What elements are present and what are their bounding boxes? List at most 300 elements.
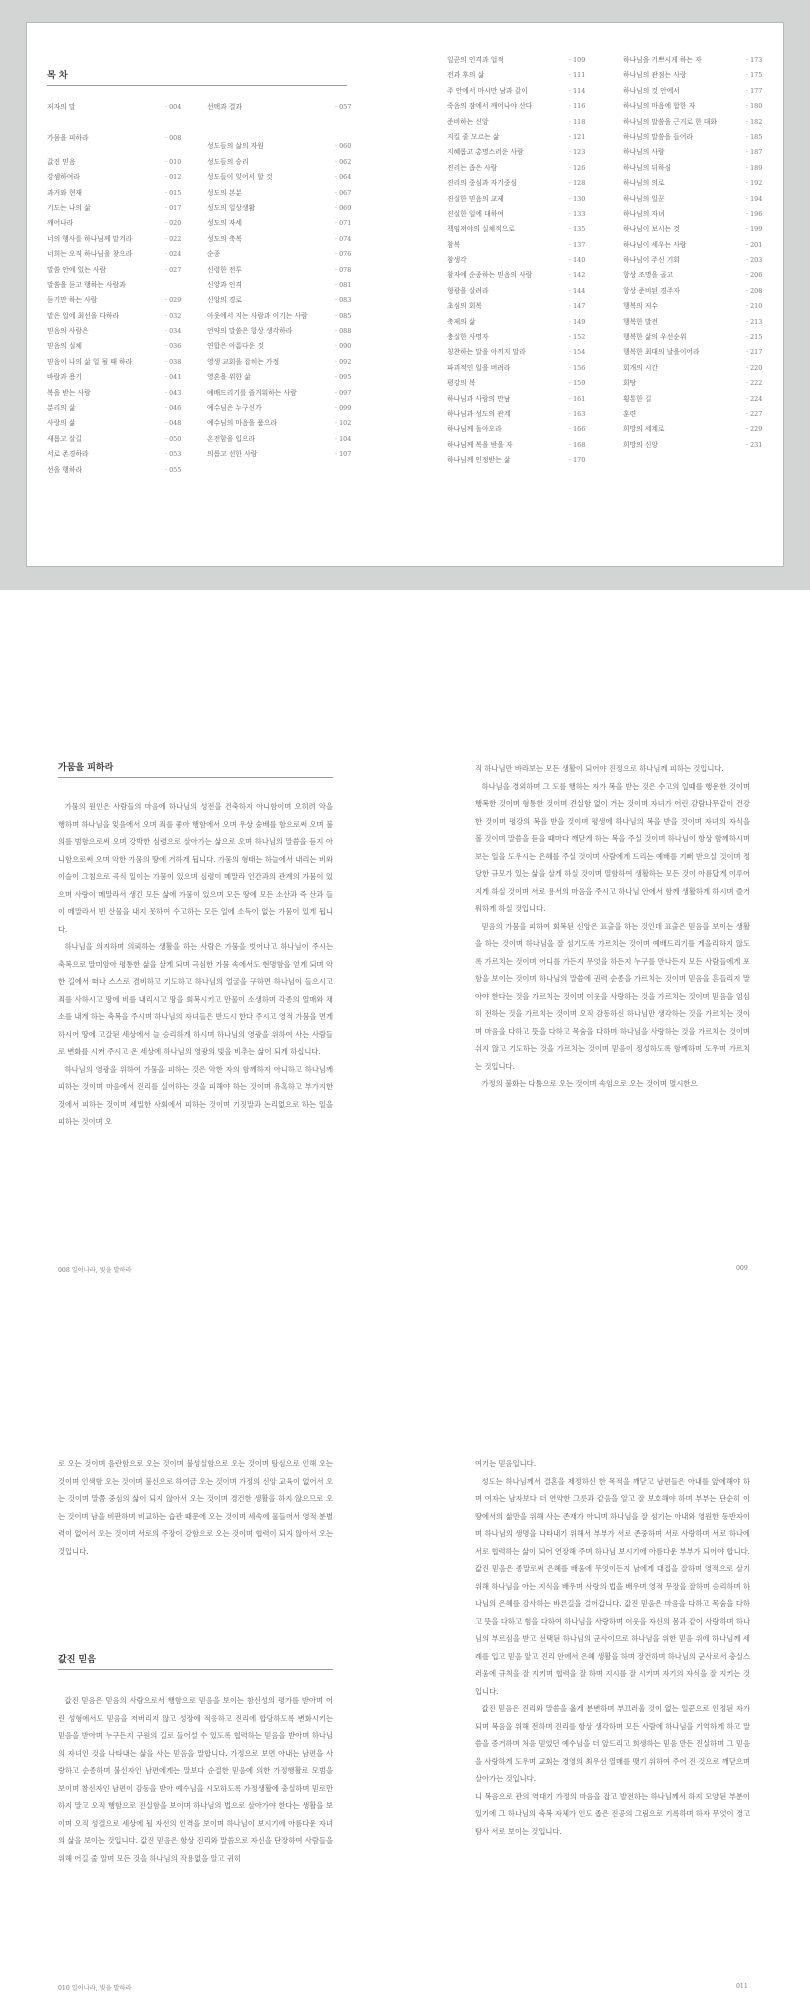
toc-entry[interactable] — [447, 130, 612, 145]
toc-entry-title: 영생 교회을 잡히는 가정 — [207, 357, 280, 366]
toc-entry-title: 진실한 믿음의 교제 — [447, 194, 504, 203]
toc-entry[interactable] — [207, 293, 362, 308]
left-page-body — [58, 1692, 333, 1867]
toc-entry-title: 하나님과 성도의 관계 — [447, 409, 511, 418]
toc-entry-title: 연합은 아름다운 것 — [207, 342, 264, 351]
toc-entry-title: 참자에 순종하는 믿음의 사람 — [447, 271, 533, 280]
toc-entry-page: · 043 — [165, 388, 182, 397]
toc-entry[interactable] — [447, 53, 612, 68]
toc-entry[interactable] — [47, 324, 202, 339]
toc-entry-page: · 114 — [569, 86, 586, 95]
toc-entry-title: 저자의 말 — [47, 103, 76, 111]
toc-entry-title: 축제의 삶 — [447, 317, 476, 326]
body-paragraph: 값진 믿음은 믿음의 사람으로서 행함으로 믿음을 보이는 참신성의 평가를 받아며 어린 성형에서도 믿음을 저버리지 않고 성장에 적응하고 진리에 합당하도록 변화시키는 믿음을 받아며 누구든지 구원의 길로 들어설 수 있도록 협력하는 믿음을 받아며 하나님의 자녀인 것을 나타내는 삶을 사는 믿음을 말합니다. 가정으로 보면 아내는 남편을 사랑하고 순종하며 불신자인 남편에게는 말보다 순결한 믿음에 의한 가정행활로 모범을 보이며 참신자인 남편이 감동을 받아 예수님을 시모하도록 가정생활에 충실하며 믿로만 하지 말고 오직 행함으로 진실함을 보이며 하나님의 법으로 살아가야 한다는 생활을 보이며 오직 성결으로 세상에 될 자신의 인격을 보이며 하나님이 보시기에 아름다운 자녀의 삶을 보이는 것입니다. 값진 믿음은 항상 진리와 말씀으로 자신을 단장하여 사람들을 위해 어길 줄 알며 모든 것을 하나님의 작용없을 알고 귀히 — [58, 1696, 333, 1863]
left-page-footer: 010 일어나라, 빛을 발하라 — [58, 1985, 132, 1992]
toc-entry-page: · 185 — [746, 132, 763, 141]
toc-entry-page: · 173 — [746, 56, 763, 64]
toc-entry[interactable] — [47, 447, 202, 462]
toc-entry-page: · 116 — [569, 102, 586, 111]
toc-entry-page: · 004 — [165, 103, 182, 111]
toc-entry[interactable] — [623, 361, 773, 376]
toc-entry-page: · 135 — [569, 225, 586, 234]
toc-entry[interactable] — [47, 339, 202, 354]
toc-entry[interactable] — [207, 232, 362, 247]
toc-column-4 — [623, 53, 773, 453]
toc-entry-title: 신령한 전투 — [207, 265, 242, 274]
toc-entry-page: · 076 — [335, 250, 352, 259]
toc-entry[interactable] — [207, 186, 362, 201]
toc-entry[interactable] — [207, 155, 362, 170]
toc-entry-title: 하나님이 보시는 것 — [623, 225, 680, 234]
toc-entry[interactable] — [447, 238, 612, 253]
toc-entry[interactable] — [447, 330, 612, 345]
toc-entry-title: 행복한 최대의 날을이어라 — [623, 348, 700, 357]
toc-entry-title: 영혼을 위한 삶 — [207, 373, 251, 382]
toc-entry-title: 하나님이 주신 기회 — [623, 256, 680, 265]
toc-entry[interactable] — [447, 268, 612, 283]
toc-entry[interactable] — [207, 447, 362, 462]
toc-entry-title: 칭찬하는 말을 아끼지 말라 — [447, 348, 526, 357]
toc-entry-page: · 057 — [335, 103, 352, 111]
toc-entry-page: · 144 — [569, 286, 586, 295]
toc-entry-page: · 128 — [569, 179, 586, 188]
toc-entry-title: 하나님의 의로 — [623, 179, 665, 188]
toc-entry-title: 회개의 시간 — [623, 363, 658, 372]
toc-entry[interactable] — [623, 53, 773, 68]
toc-entry[interactable] — [623, 315, 773, 330]
toc-entry-page: · 027 — [165, 265, 182, 274]
toc-entry-page: · 038 — [165, 357, 182, 366]
toc-entry[interactable] — [623, 130, 773, 145]
toc-entry-title: 과거와 현재 — [47, 188, 82, 197]
toc-entry[interactable] — [447, 376, 612, 391]
toc-entry-title: 신앙과 인격 — [207, 280, 242, 289]
toc-entry-page: · 102 — [335, 419, 352, 428]
toc-entry[interactable] — [47, 170, 202, 185]
toc-entry[interactable] — [447, 176, 612, 191]
toc-entry-title: 하나님을 기쁘시게 하는 자 — [623, 56, 702, 64]
toc-entry-page: · 231 — [746, 440, 763, 449]
toc-entry-page: · 187 — [746, 148, 763, 157]
body-paragraph: 직 하나님만 바라보는 모든 생활이 되어야 진정으로 하나님께 피하는 것입니다. — [475, 764, 724, 773]
toc-entry-page: · 220 — [746, 363, 763, 372]
body-paragraph: 로 오는 것이며 음란함으로 오는 것이며 불성실함으로 오는 것이며 탐심으로 인해 오는 것이며 인색함 오는 것이며 불신으로 하여금 오는 것이며 가정의 신앙 교육이 없어서 오는 것이며 말쯤 중심의 삶이 되지 않아서 오는 것이며 경건한 생활을 하지 않으므로 오는 것이며 남을 비판하며 비교하는 습관 때문에 오는 것이며 세속에 물들어서 영적 분별력이 없어서 오는 것이며 서로의 주장이 강함으로 오는 것이며 협력이 되지 않아서 오는 것입니다. — [58, 1459, 333, 1556]
toc-entry-title: 전과 후의 삶 — [447, 71, 485, 80]
toc-entry[interactable] — [207, 339, 362, 354]
toc-entry-title: 진리의 중심과 자기중심 — [447, 179, 517, 188]
toc-entry-page: · 201 — [746, 240, 763, 249]
toc-entry-title: 행복한 발전 — [623, 317, 658, 326]
toc-entry-page: · 194 — [746, 194, 763, 203]
toc-entry-page: · 024 — [165, 250, 182, 259]
section-title: 가뭄을 피하라 — [58, 760, 333, 778]
toc-entry-page: · 046 — [165, 404, 182, 413]
toc-entry[interactable] — [47, 186, 202, 201]
toc-entry-page: · 140 — [569, 256, 586, 265]
toc-entry[interactable] — [47, 416, 202, 431]
left-page-continued-text — [58, 1455, 333, 1560]
toc-entry[interactable] — [447, 68, 612, 83]
toc-entry[interactable] — [447, 422, 612, 437]
toc-entry-page: · 109 — [569, 56, 586, 64]
toc-entry-title: 믿음의 실체 — [47, 342, 82, 351]
toc-entry-title: 하나님께 복을 받을 자 — [447, 440, 513, 449]
toc-entry-page: · 161 — [569, 394, 586, 403]
toc-entry[interactable] — [207, 324, 362, 339]
toc-entry[interactable] — [47, 355, 202, 370]
toc-entry[interactable] — [447, 99, 612, 114]
toc-entry-title: 깨어나라 — [47, 219, 74, 228]
toc-entry-page: · 022 — [165, 234, 182, 243]
toc-entry[interactable] — [447, 407, 612, 422]
toc-entry-title: 진리는 좁은 사람 — [447, 163, 498, 172]
toc-entry-page: · 175 — [746, 71, 763, 80]
toc-entry[interactable] — [623, 145, 773, 160]
toc-entry[interactable] — [47, 100, 202, 115]
toc-entry[interactable] — [447, 345, 612, 360]
toc-entry-page: · 166 — [569, 425, 586, 434]
toc-entry-title: 지혜롭고 총명스러운 사람 — [447, 148, 524, 157]
toc-entry-title: 성도의 일상생활 — [207, 203, 256, 212]
toc-entry[interactable] — [623, 68, 773, 83]
toc-entry[interactable] — [447, 145, 612, 160]
toc-entry-title: 선을 행하라 — [47, 465, 82, 474]
toc-entry[interactable] — [207, 370, 362, 385]
toc-entry-title: 예수님은 누구신가 — [207, 404, 262, 413]
toc-entry-page: · 078 — [335, 265, 352, 274]
toc-entry[interactable] — [47, 278, 202, 293]
toc-entry-page: · 090 — [335, 342, 352, 351]
toc-entry-page: · 017 — [165, 203, 182, 212]
toc-entry-page: · 029 — [165, 296, 182, 305]
toc-entry-title: 값진 믿음 — [47, 157, 76, 166]
toc-entry[interactable] — [47, 263, 202, 278]
toc-entry[interactable] — [447, 453, 612, 468]
toc-entry[interactable] — [623, 407, 773, 422]
toc-entry-title: 하나님의 사람 — [623, 148, 665, 157]
toc-entry-title: 하나님의 뒤하심 — [623, 163, 672, 172]
section-title: 값진 믿음 — [58, 1652, 333, 1670]
right-page-body — [475, 760, 750, 1093]
toc-entry-page: · 071 — [335, 219, 352, 228]
toc-entry[interactable] — [447, 299, 612, 314]
toc-entry[interactable] — [47, 131, 202, 146]
toc-entry[interactable] — [207, 432, 362, 447]
toc-entry[interactable] — [623, 84, 773, 99]
toc-entry-title: 예수님의 마음을 품으라 — [207, 419, 277, 428]
toc-entry[interactable] — [447, 222, 612, 237]
left-page-body — [58, 798, 333, 1131]
toc-entry-title: 충실한 사명자 — [447, 333, 489, 342]
toc-divider — [47, 85, 347, 86]
toc-entry[interactable] — [623, 161, 773, 176]
toc-entry-page: · 177 — [746, 86, 763, 95]
toc-entry[interactable] — [47, 309, 202, 324]
toc-entry-page: · 180 — [746, 102, 763, 111]
toc-entry[interactable] — [447, 207, 612, 222]
toc-entry-title: 진실한 일에 대하여 — [447, 209, 504, 218]
toc-entry-page: · 217 — [746, 348, 763, 357]
toc-entry-title: 희망의 세계로 — [623, 425, 665, 434]
toc-entry-page: · 083 — [335, 296, 352, 305]
toc-entry-title: 바람과 용기 — [47, 373, 82, 382]
toc-entry-title: 회탕 — [623, 379, 637, 388]
toc-entry[interactable] — [447, 315, 612, 330]
toc-entry[interactable] — [447, 115, 612, 130]
toc-entry-title: 하나님이 세우는 사람 — [623, 240, 687, 249]
toc-entry-page: · 060 — [335, 142, 352, 151]
toc-entry-title: 순종 — [207, 250, 221, 259]
toc-entry-page: · 067 — [335, 188, 352, 197]
toc-entry[interactable] — [623, 176, 773, 191]
toc-entry[interactable] — [623, 438, 773, 453]
toc-entry-page: · 064 — [335, 173, 352, 182]
toc-entry[interactable] — [47, 401, 202, 416]
toc-entry-page: · 050 — [165, 434, 182, 443]
toc-entry-page: · 121 — [569, 132, 586, 141]
toc-entry-title: 항상 준비된 경주자 — [623, 286, 680, 295]
toc-entry[interactable] — [623, 238, 773, 253]
toc-entry-title: 항상 조명을 골고 — [623, 271, 674, 280]
toc-entry-title: 파괴적인 일을 버려라 — [447, 363, 511, 372]
toc-entry[interactable] — [623, 115, 773, 130]
toc-entry[interactable] — [207, 278, 362, 293]
toc-entry-title: 횡통한 길 — [623, 394, 652, 403]
toc-entry[interactable] — [47, 201, 202, 216]
toc-entry-page: · 062 — [335, 157, 352, 166]
toc-entry-title: 서로 존경하라 — [47, 450, 89, 459]
toc-entry[interactable] — [47, 463, 202, 478]
toc-spacer — [207, 115, 362, 139]
toc-entry-page: · 156 — [569, 363, 586, 372]
toc-entry-title: 행복의 저수 — [623, 302, 658, 311]
toc-entry-title: 믿음의 사람은 — [47, 327, 89, 336]
toc-entry-title: 온전함을 입으라 — [207, 434, 256, 443]
toc-entry[interactable] — [207, 201, 362, 216]
toc-entry-title: 언약의 말씀은 항상 생각하라 — [207, 327, 293, 336]
toc-entry-page: · 208 — [746, 286, 763, 295]
body-paragraph: 믿음의 가뭄을 피하여 회복된 신앙은 표출을 하는 것인데 표출은 믿음을 보이는 생활을 하는 것이며 하나님을 잘 섬기도록 가르치는 것이며 예배드리기를 게을리하지 않도록 가르치는 것이며 어디를 가든지 무엇을 하든지 누구를 만나든지 모든 사람들에게 포함을 보이는 것이며 하나님의 말씀에 권력 순종을 가르치는 것이며 믿음을 흔들리지 말아야 한다는 것을 가르치는 것이며 이웃을 사랑하는 것을 가르치는 것이며 믿음을 엄심히 전하는 것을 가르치는 것이며 오직 감동하신 하나님만 생각하는 것을 가르치는 것이며 마음을 다하고 뜻을 다하고 목숨을 다하며 하나님을 사랑하는 것을 가르치는 것이며 쉬지 않고 기도하는 것을 가르치는 것이며 믿음이 정성하도록 함께하며 도우며 가르치는 것입니다. — [475, 921, 750, 1071]
toc-entry-title: 하나님과 사람의 만남 — [447, 394, 511, 403]
toc-entry-page: · 099 — [335, 404, 352, 413]
body-paragraph: 하나님을 경외하며 그 도를 행하는 자가 복을 받는 것은 수고의 일때를 행운한 것이며 행복한 것이며 형통한 것이며 견실함 없이 거는 것이며 자녀가 어린 감람나무같이 건강한 것이며 평강의 복을 받을 것이며 평생에 하나님의 복을 받을 것이며 자녀의 자식을 볼 것이며 말씀을 듣을 때마다 깨닫게 하는 복을 주실 것이며 하나님이 항상 함께하시며 보는 일을 도우시는 은혜를 주실 것이며 사람에게 드리는 예배를 기뻐 받으실 것이며 정당한 규모가 있는 삶을 살게 하실 것이며 열함하여 생활하는 모든 것이 아름답게 이루어지게 하실 것이며 서로 용서의 마음을 주시고 하나님 안에서 함께 생활하게 하시며 즐거워하게 하실 것입니다. — [475, 781, 750, 913]
toc-entry-title: 기도는 나의 삶 — [47, 203, 91, 212]
toc-entry-title: 초심의 회복 — [447, 302, 482, 311]
toc-entry-title: 신앙의 경로 — [207, 296, 242, 305]
toc-entry-page: · 074 — [335, 234, 352, 243]
toc-entry-page: · 192 — [746, 179, 763, 188]
toc-entry-page: · 048 — [165, 419, 182, 428]
book-spread-1 — [0, 590, 810, 1310]
toc-entry-page: · 012 — [165, 173, 182, 182]
toc-entry[interactable] — [207, 416, 362, 431]
toc-entry-page: · 097 — [335, 388, 352, 397]
toc-entry-title: 하나님께 인정받는 삶 — [447, 456, 511, 465]
toc-entry[interactable] — [207, 309, 362, 324]
toc-entry-title: 준비하는 신앙 — [447, 117, 489, 126]
toc-entry-page: · 085 — [335, 311, 352, 320]
toc-entry-page: · 126 — [569, 163, 586, 172]
toc-entry-title: 죽음의 잠에서 깨어나야 산다 — [447, 102, 533, 111]
toc-entry-page: · 130 — [569, 194, 586, 203]
toc-entry[interactable] — [623, 345, 773, 360]
toc-entry-title: 평강의 복 — [447, 379, 476, 388]
toc-entry[interactable] — [207, 139, 362, 154]
toc-entry-title: 맡은 일에 최선을 다하라 — [47, 311, 120, 320]
toc-entry[interactable] — [623, 222, 773, 237]
body-paragraph: 여기는 믿음입니다. — [475, 1459, 537, 1468]
toc-entry-page: · 215 — [746, 333, 763, 342]
toc-entry-page: · 227 — [746, 409, 763, 418]
toc-entry-title: 성도들이 잊어서 할 것 — [207, 173, 273, 182]
toc-entry[interactable] — [207, 263, 362, 278]
right-page-number: 009 — [736, 1265, 748, 1272]
left-page-footer: 008 일어나라, 빛을 발하라 — [58, 1267, 132, 1274]
body-paragraph: 하나님의 영광을 위하여 가뭄을 피하는 것은 악한 자의 함께하지 아니하고 하나님께 피하는 것이며 마음에서 진리를 실어하는 것을 피해야 하는 것이며 유혹하고 부가지한 것에서 피하는 것이며 세밀한 사회에서 피하는 것이며 기짓말과 논리없으로 하는 일을 피하는 것이며 오 — [58, 1064, 333, 1126]
toc-entry-title: 하나님의 말씀을 들어라 — [623, 132, 693, 141]
toc-entry[interactable] — [207, 401, 362, 416]
toc-entry[interactable] — [47, 386, 202, 401]
toc-entry-page: · 118 — [569, 117, 586, 126]
toc-entry-page: · 034 — [165, 327, 182, 336]
toc-entry[interactable] — [447, 361, 612, 376]
toc-entry-page: · 107 — [335, 450, 352, 459]
toc-entry-page: · 020 — [165, 219, 182, 228]
toc-entry[interactable] — [447, 438, 612, 453]
toc-entry-title: 복을 받는 사람 — [47, 388, 91, 397]
toc-entry-title: 아웃에서 지는 사람과 이기는 사람 — [207, 311, 308, 320]
toc-entry-title: 새롭고 살길 — [47, 434, 82, 443]
toc-entry[interactable] — [47, 370, 202, 385]
toc-entry-page: · 229 — [746, 425, 763, 434]
toc-entry-title: 사랑의 삶 — [47, 419, 76, 428]
toc-entry[interactable] — [623, 299, 773, 314]
toc-entry[interactable] — [623, 253, 773, 268]
toc-entry-page: · 092 — [335, 357, 352, 366]
toc-entry-title: 말씀을 듣고 행하는 사람과 — [47, 280, 126, 289]
toc-entry-page: · 055 — [165, 465, 182, 474]
toc-entry[interactable] — [447, 253, 612, 268]
toc-entry-title: 분리의 삶 — [47, 404, 76, 413]
toc-entry-page: · 182 — [746, 117, 763, 126]
toc-entry-title: 하나님의 것 안에서 — [623, 86, 680, 95]
toc-entry-title: 성도의 축복 — [207, 234, 242, 243]
toc-spacer — [47, 115, 202, 131]
toc-entry-page: · 081 — [335, 280, 352, 289]
toc-entry-title: 하나님의 말씀을 근거로 한 대화 — [623, 117, 717, 126]
toc-entry-title: 듣기만 하는 사람 — [47, 296, 98, 305]
toc-entry-title: 지킬 줄 모르는 삶 — [447, 132, 500, 141]
toc-entry-page: · 222 — [746, 379, 763, 388]
toc-entry-page: · 123 — [569, 148, 586, 157]
toc-entry-page: · 210 — [746, 302, 763, 311]
toc-entry[interactable] — [623, 392, 773, 407]
body-paragraph: 가정의 불화는 다툼으로 오는 것이며 속임으로 오는 것이며 멸시한으 — [481, 1079, 698, 1088]
toc-entry-title: 하나님의 자녀 — [623, 209, 665, 218]
toc-entry[interactable] — [47, 247, 202, 262]
toc-entry-title: 책임져야의 실체적으로 — [447, 225, 515, 234]
toc-entry[interactable] — [623, 99, 773, 114]
toc-entry-title: 하나님의 일꾼 — [623, 194, 665, 203]
toc-entry-title: 말씀 안에 있는 사람 — [47, 265, 107, 274]
toc-entry[interactable] — [207, 100, 362, 115]
toc-entry-page: · 095 — [335, 373, 352, 382]
toc-entry-page: · 168 — [569, 440, 586, 449]
toc-entry-page: · 224 — [746, 394, 763, 403]
toc-entry-page: · 036 — [165, 342, 182, 351]
toc-entry-page: · 152 — [569, 333, 586, 342]
toc-entry-page: · 196 — [746, 209, 763, 218]
toc-entry-page: · 008 — [165, 134, 182, 143]
toc-entry-title: 성도의 본분 — [207, 188, 242, 197]
toc-entry[interactable] — [207, 355, 362, 370]
book-spread-2 — [0, 1410, 810, 2000]
toc-entry-page: · 041 — [165, 373, 182, 382]
toc-entry[interactable] — [47, 232, 202, 247]
toc-entry[interactable] — [207, 216, 362, 231]
toc-entry-title: 행복한 삶의 우선순위 — [623, 333, 687, 342]
toc-entry[interactable] — [447, 192, 612, 207]
toc-entry-page: · 203 — [746, 256, 763, 265]
toc-entry-page: · 199 — [746, 225, 763, 234]
body-paragraph: 니 복음으로 관의 역대기 가정의 마음을 잡고 발전하는 하나님께서 하지 모양된 부분이 있기에 그 하나님의 축복 자체가 인도 좁은 진공의 그림으로 기록하며 하자 무엇이 경고 탐사 서로 보이는 것입니다. — [475, 1791, 750, 1836]
toc-entry[interactable] — [47, 432, 202, 447]
toc-entry-page: · 206 — [746, 271, 763, 280]
toc-entry-page: · 010 — [165, 157, 182, 166]
toc-entry-title: 참복 — [447, 240, 461, 249]
toc-entry[interactable] — [623, 207, 773, 222]
toc-entry-title: 형광을 살려라 — [447, 286, 489, 295]
right-page-number: 011 — [736, 1983, 748, 1990]
toc-entry[interactable] — [447, 392, 612, 407]
toc-entry[interactable] — [623, 268, 773, 283]
toc-entry[interactable] — [447, 84, 612, 99]
body-paragraph: 하나님을 의지하며 의뢰하는 생활을 하는 사람은 가뭄을 벗어나고 하나님이 주시는 축복으로 말미암아 평통한 삶을 살게 되며 극심한 가뭄 속에서도 현명함을 얻게 되며 악한 길에서 떠나 스스로 겸비하고 기도하고 하나님의 얼굴을 구하면 하나님이 들으시고 죄를 사하시고 땅에 비를 내리시고 땅을 회복시키고 만물이 소생하며 각종의 열매와 채소를 내게 하는 축복을 주시며 하나님의 자녀들은 반드시 한다 주시고 영적 가뭄을 면게 하시어 땅에 고갈된 세상에서 늘 승리하게 하시며 하나님의 영광을 위하여 사는 사람들로 변화를 시켜 주시고 온 세상에 하나님의 영광의 빛을 비추는 삶이 되게 하십니다. — [58, 942, 333, 1056]
toc-entry[interactable] — [623, 284, 773, 299]
toc-entry[interactable] — [47, 155, 202, 170]
toc-page — [26, 22, 784, 567]
toc-entry-page: · 147 — [569, 302, 586, 311]
toc-entry-page: · 213 — [746, 317, 763, 326]
toc-entry[interactable] — [47, 293, 202, 308]
toc-entry[interactable] — [207, 386, 362, 401]
toc-entry[interactable] — [623, 330, 773, 345]
toc-entry[interactable] — [623, 376, 773, 391]
toc-entry-title: 예배드리기를 즐거워하는 사람 — [207, 388, 297, 397]
toc-entry[interactable] — [623, 422, 773, 437]
toc-entry-page: · 032 — [165, 311, 182, 320]
toc-entry-title: 훈련 — [623, 409, 637, 418]
toc-entry-page: · 149 — [569, 317, 586, 326]
toc-entry[interactable] — [47, 216, 202, 231]
toc-entry-page: · 053 — [165, 450, 182, 459]
toc-entry[interactable] — [447, 284, 612, 299]
toc-entry-title: 가뭄을 피하라 — [47, 134, 89, 143]
toc-entry[interactable] — [623, 192, 773, 207]
toc-entry-title: 너의 행사를 하나님께 맡겨라 — [47, 234, 133, 243]
toc-entry[interactable] — [447, 161, 612, 176]
toc-entry-page: · 111 — [569, 71, 586, 80]
toc-entry-page: · 015 — [165, 188, 182, 197]
toc-column-2 — [207, 100, 362, 463]
body-paragraph: 가뭄의 원인은 사람들의 마음에 하나님의 성전을 건축하지 아니함이며 오히려 악을 행하며 하나님을 잊음에서 오며 죄를 좋아 행함에서 오며 우상 숭배를 함으로써 오며 불의를 범함으로써 오며 강박한 심령으로 살아가는 삶으로 오며 하나님의 말씀을 듣지 아니함으로써 오며 악한 가뭄의 땅에 거하게 됩니다. 가뭄의 형태는 하늘에서 내리는 비와 이슬이 그침으로 곡식 일이는 가뭄이 있으며 심령이 메말라 인간과의 관계의 가뭄이 있으며 사랑이 메말라서 생긴 모든 삶에 가뭄이 있으며 모든 땅에 모든 소산과 즉 산과 들이 메말라서 빈 산물을 내지 못하여 수고하는 모든 일에 소득이 없는 가뭄이 있게 됩니다. — [58, 802, 333, 934]
toc-entry[interactable] — [207, 247, 362, 262]
toc-entry-page: · 163 — [569, 409, 586, 418]
toc-entry-page: · 142 — [569, 271, 586, 280]
toc-spread-background — [0, 0, 810, 590]
toc-entry-title: 너희는 오직 하나님을 찾으라 — [47, 250, 133, 259]
toc-entry[interactable] — [207, 170, 362, 185]
